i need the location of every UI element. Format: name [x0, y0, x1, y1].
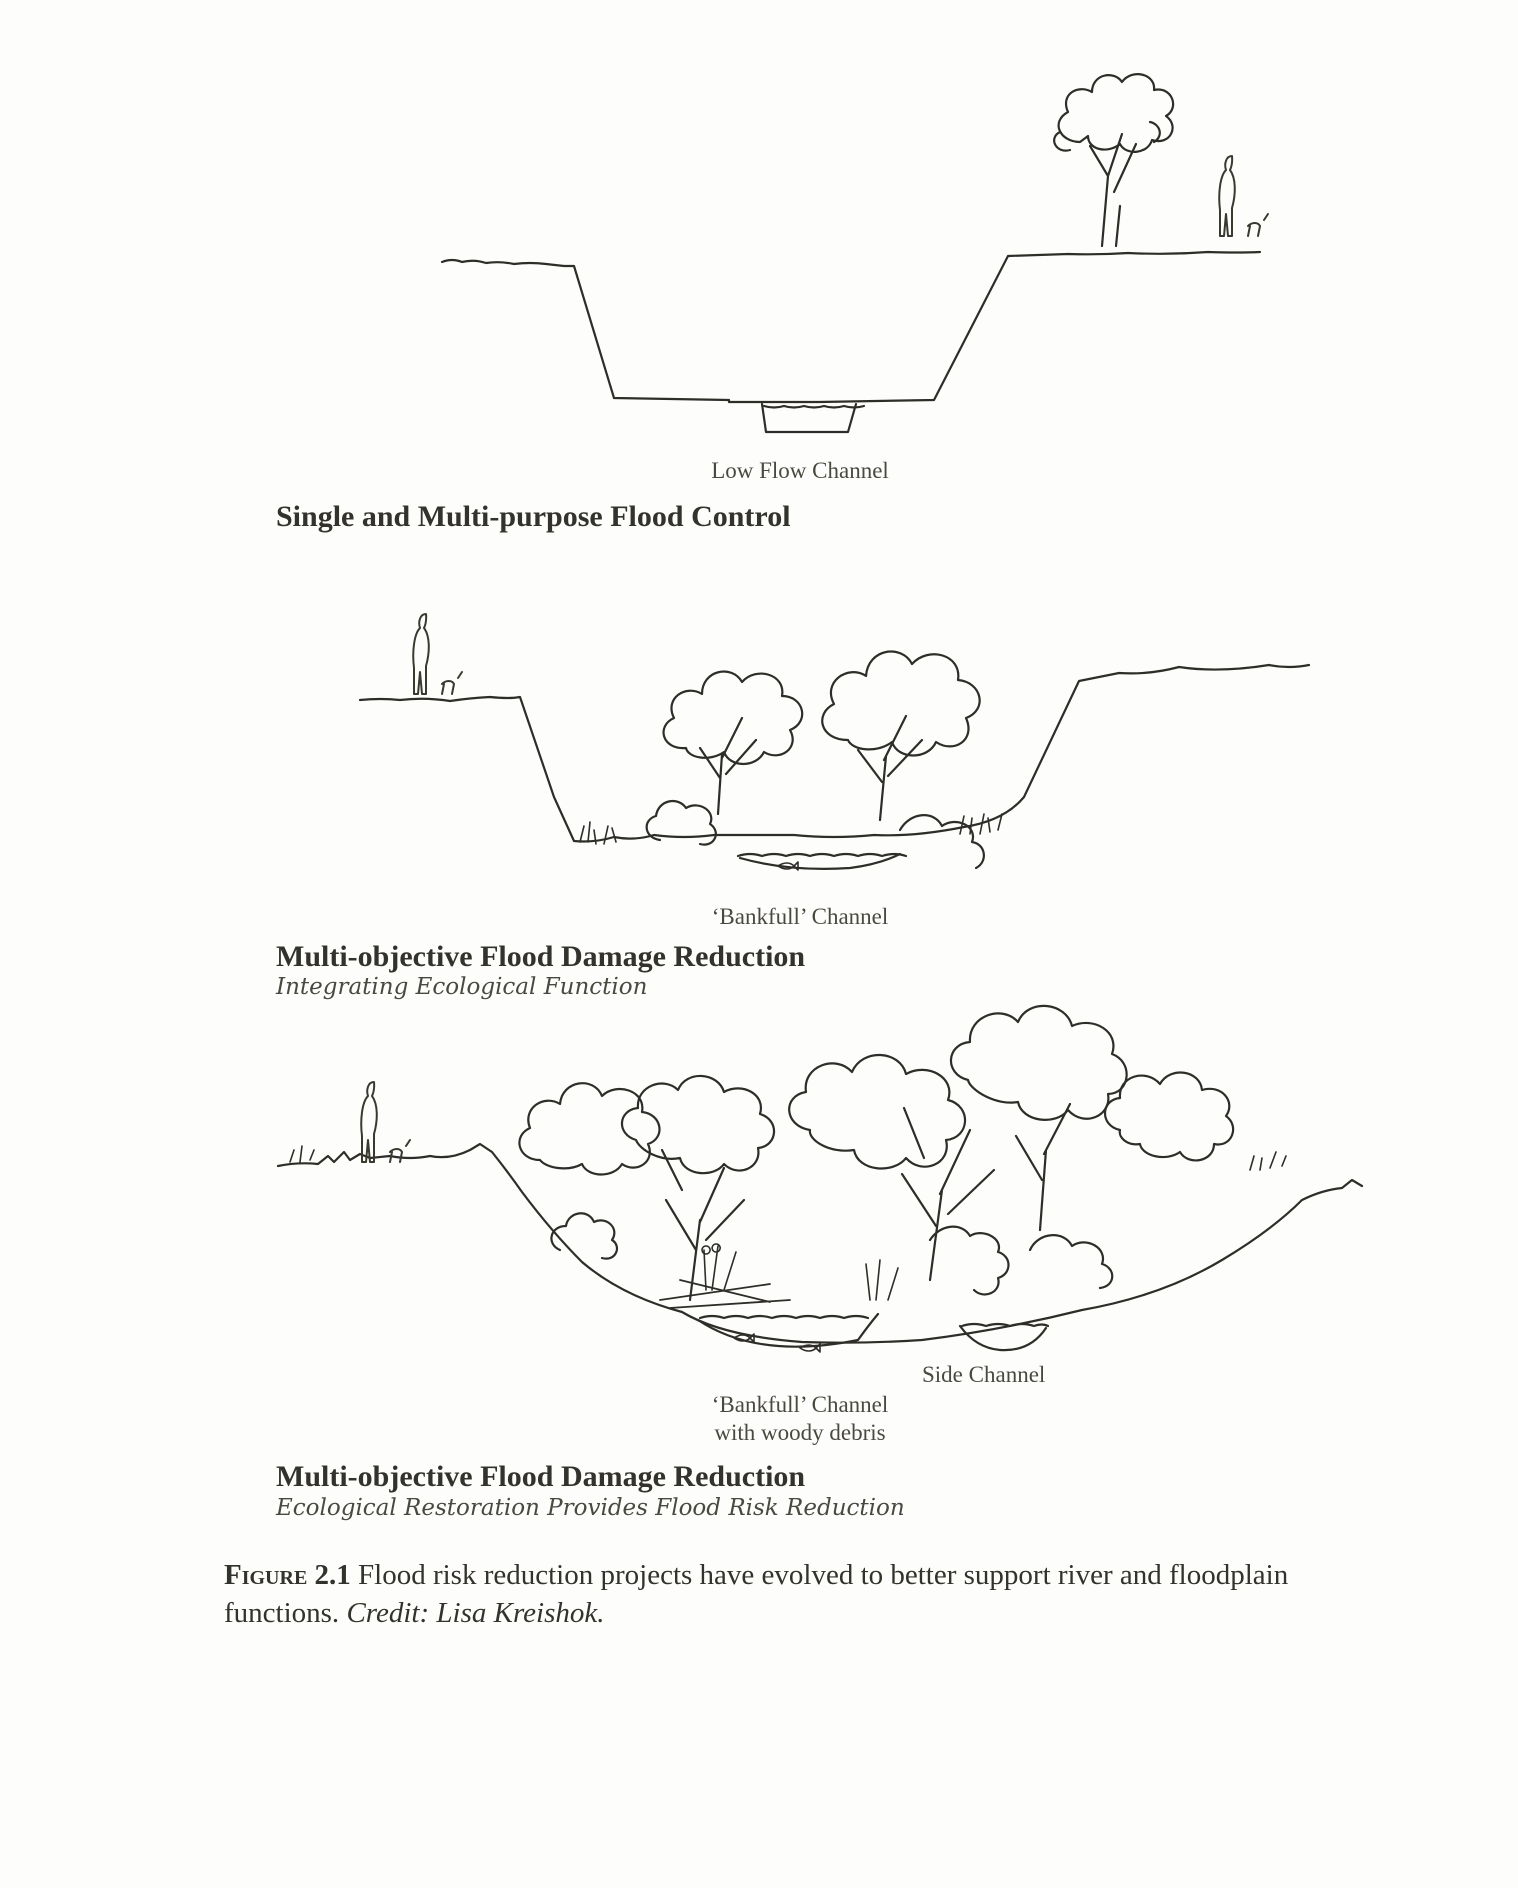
caption-text: Flood risk reduction projects have evolved to better support river and floodplain functions.: [224, 1559, 1289, 1629]
diagram2-subtitle: Integrating Ecological Function: [276, 974, 648, 1000]
bankfull-channel-label: ‘Bankfull’ Channel: [711, 904, 889, 929]
diagram3-subtitle: Ecological Restoration Provides Flood Risk Reduction: [276, 1495, 905, 1521]
figure-number: Figure 2.1: [224, 1559, 351, 1591]
bankfull-woody-debris-label-line1: ‘Bankfull’ Channel: [711, 1392, 889, 1417]
bankfull-channel-section: [360, 614, 1309, 870]
bankfull-woody-debris-label-line2: with woody debris: [714, 1420, 886, 1445]
restored-floodplain-section: [278, 1006, 1362, 1352]
low-flow-channel-label: Low Flow Channel: [711, 458, 889, 483]
side-channel-label: Side Channel: [922, 1362, 1046, 1387]
caption-credit: Credit: Lisa Kreishok.: [346, 1597, 605, 1629]
diagram3-title: Multi-objective Flood Damage Reduction: [276, 1460, 806, 1493]
diagram2-title: Multi-objective Flood Damage Reduction: [276, 940, 806, 973]
trapezoid-channel-section: [442, 74, 1268, 432]
figure-caption: [224, 1556, 1324, 1632]
diagram1-title: Single and Multi-purpose Flood Control: [276, 500, 791, 533]
